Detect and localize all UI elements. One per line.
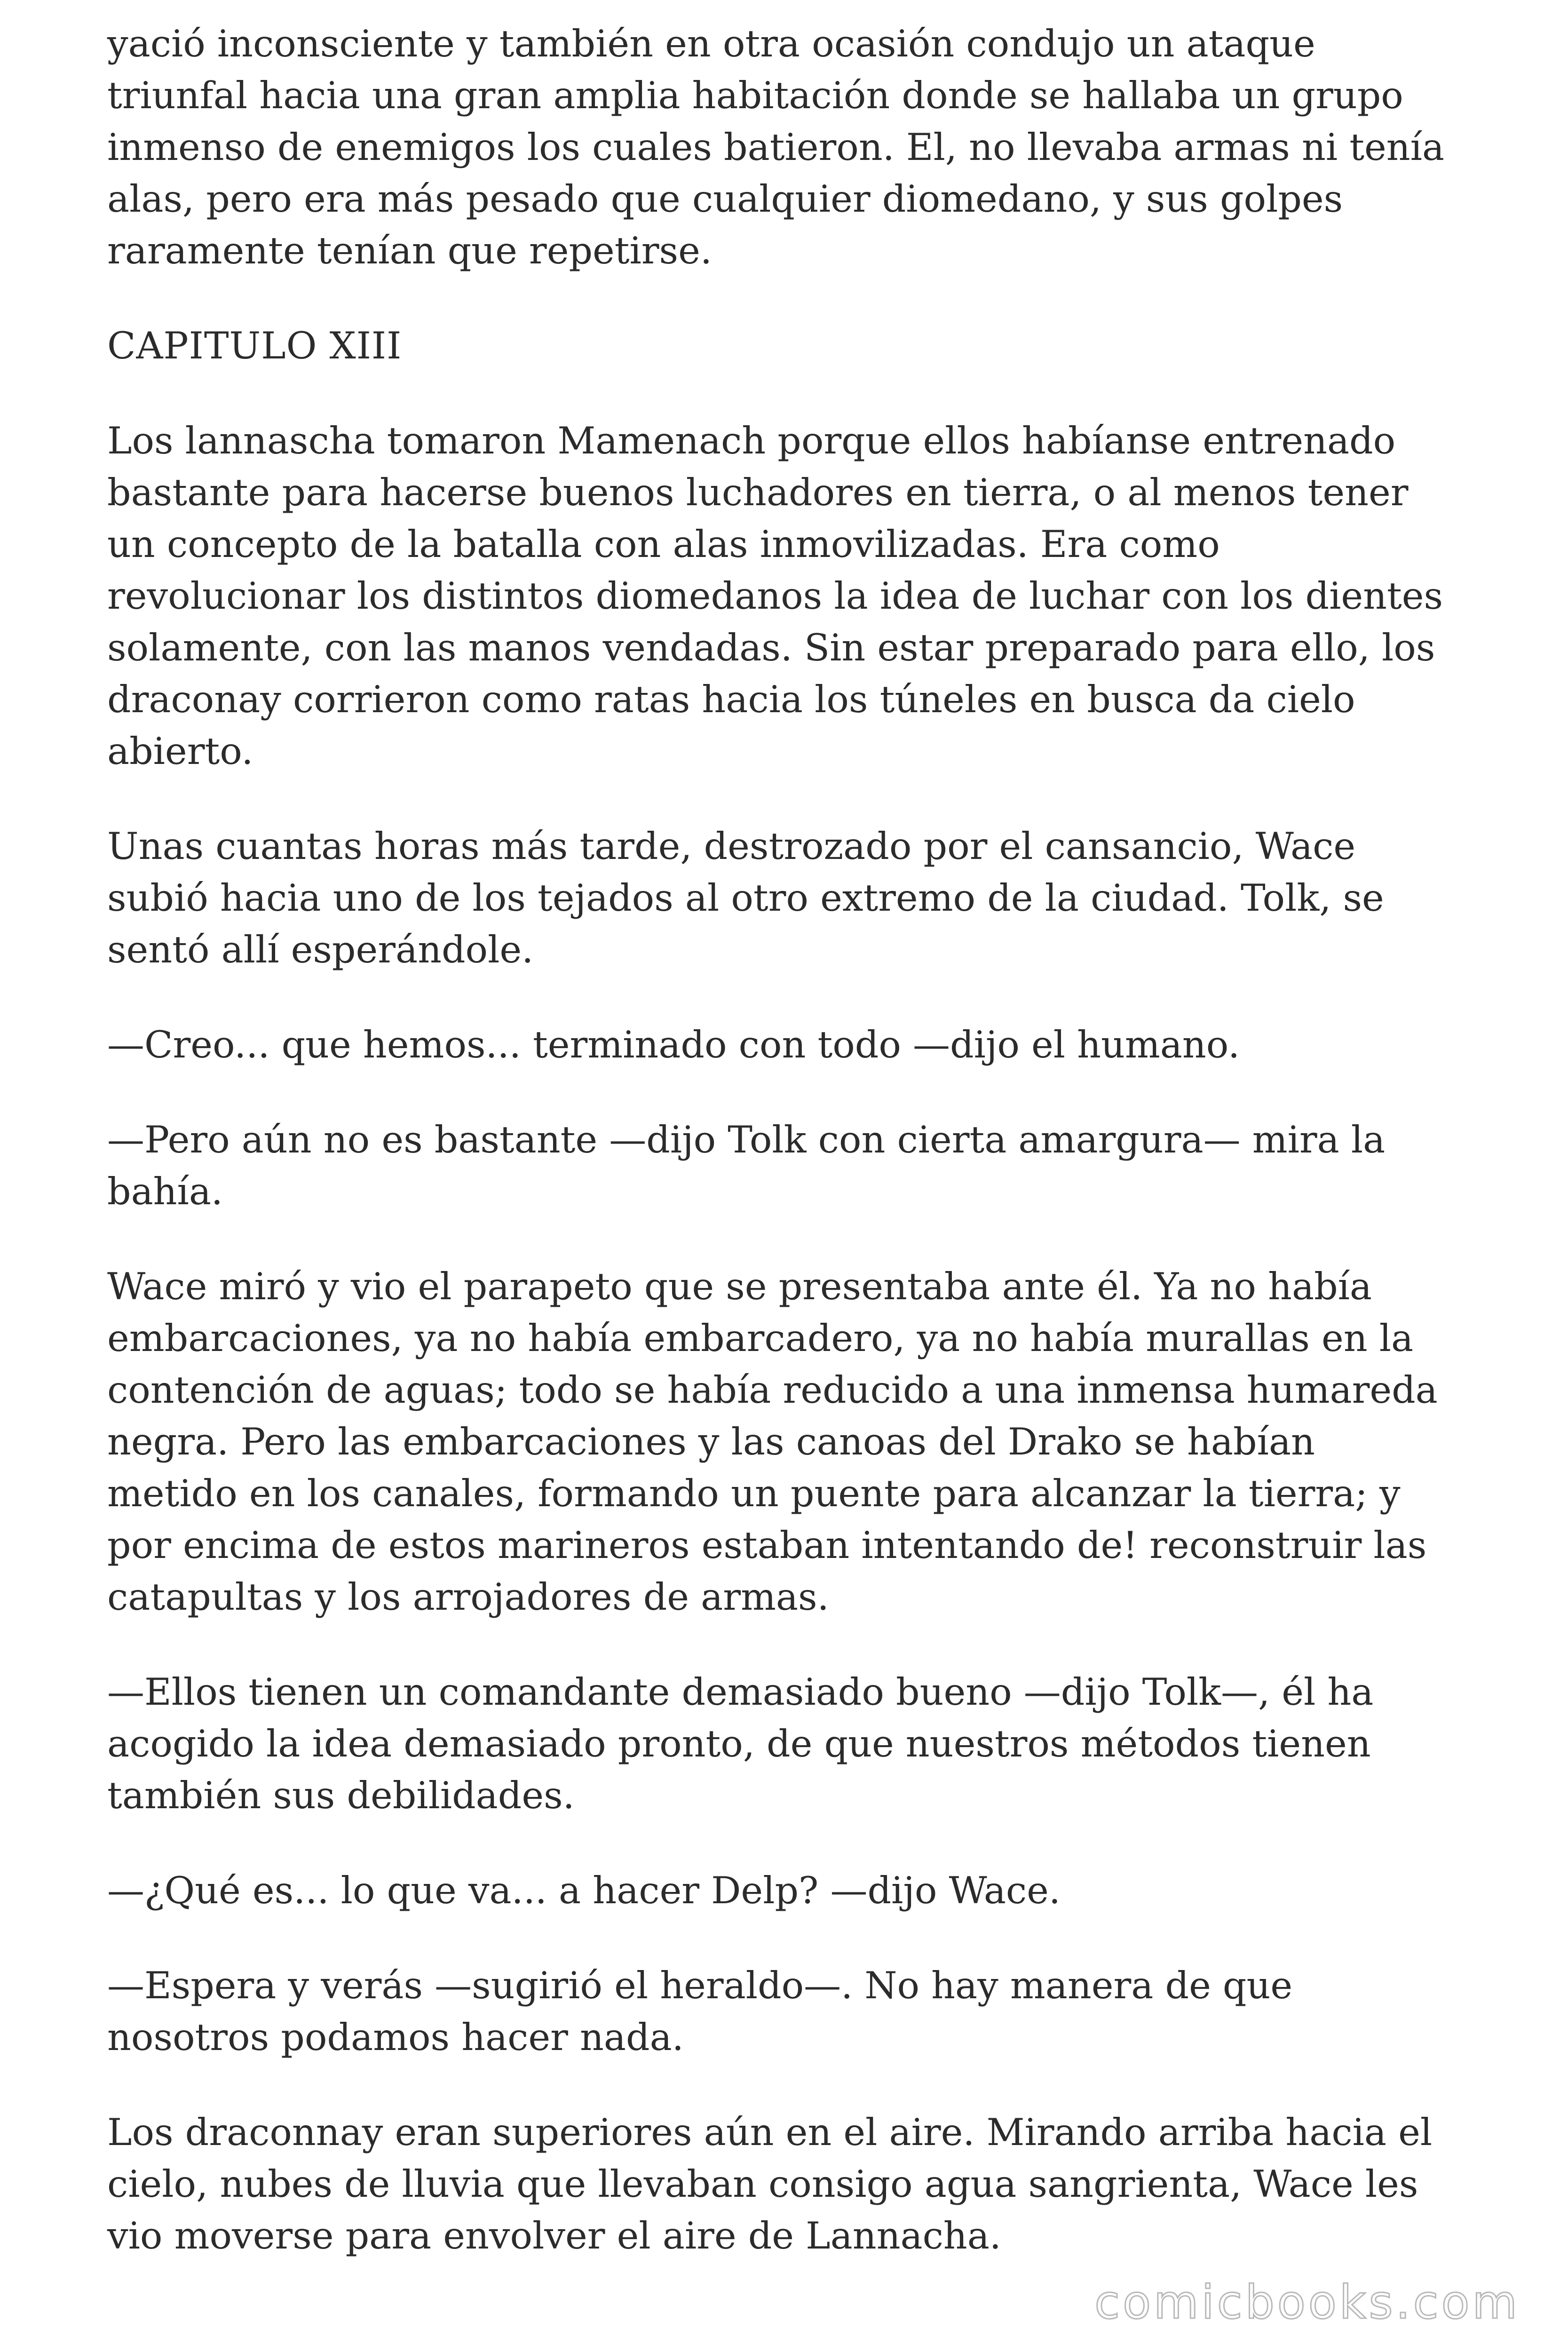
dialogue-3: —Ellos tienen un comandante demasiado bueno —dijo Tolk—, él ha acogido la idea demasiado pronto, de que nuestros métodos tienen también sus debilidades.	[107, 1670, 1374, 1817]
dialogue-5: —Espera y verás —sugirió el heraldo—. No hay manera de que nosotros podamos hacer nada.	[107, 1964, 1293, 2059]
paragraph-1: yació inconsciente y también en otra ocasión condujo un ataque triunfal hacia una gran amplia habitación donde se hallaba un grupo inmenso de enemigos los cuales batieron. El, no llevaba armas ni tenía alas, pero era más pesado que cualquier diomedano, y sus golpes raramente tenían que repetirse.	[107, 22, 1444, 272]
chapter-heading: CAPITULO XIII	[107, 324, 402, 367]
watermark-text: comicbooks.com	[1094, 2276, 1520, 2329]
paragraph-2: Los lannascha tomaron Mamenach porque ellos habíanse entrenado bastante para hacerse buenos luchadores en tierra, o al menos tener un concepto de la batalla con alas inmovilizadas. Era como revolucionar los distintos diomedanos la idea de luchar con los dientes solamente, con las manos vendadas. Sin estar preparado para ello, los draconay corrieron como ratas hacia los túneles en busca da cielo abierto.	[107, 419, 1443, 773]
dialogue-2: —Pero aún no es bastante —dijo Tolk con cierta amargura— mira la bahía.	[107, 1118, 1386, 1213]
dialogue-4: —¿Qué es... lo que va... a hacer Delp? —dijo Wace.	[107, 1869, 1061, 1912]
dialogue-1: —Creo... que hemos... terminado con todo —dijo el humano.	[107, 1023, 1240, 1066]
paragraph-5: Los draconnay eran superiores aún en el aire. Mirando arriba hacia el cielo, nubes de lluvia que llevaban consigo agua sangrienta, Wace les vio moverse para envolver el aire de Lannacha.	[107, 2111, 1433, 2257]
paragraph-3: Unas cuantas horas más tarde, destrozado por el cansancio, Wace subió hacia uno de los tejados al otro extremo de la ciudad. Tolk, se sentó allí esperándole.	[107, 825, 1384, 971]
paragraph-4: Wace miró y vio el parapeto que se presentaba ante él. Ya no había embarcaciones, ya no había embarcadero, ya no había murallas en la contención de aguas; todo se había reducido a una inmensa humareda negra. Pero las embarcaciones y las canoas del Drako se habían metido en los canales, formando un puente para alcanzar la tierra; y por encima de estos marineros estaban intentando de! reconstruir las catapultas y los arrojadores de armas.	[107, 1265, 1438, 1619]
document-page	[107, 18, 1471, 2305]
